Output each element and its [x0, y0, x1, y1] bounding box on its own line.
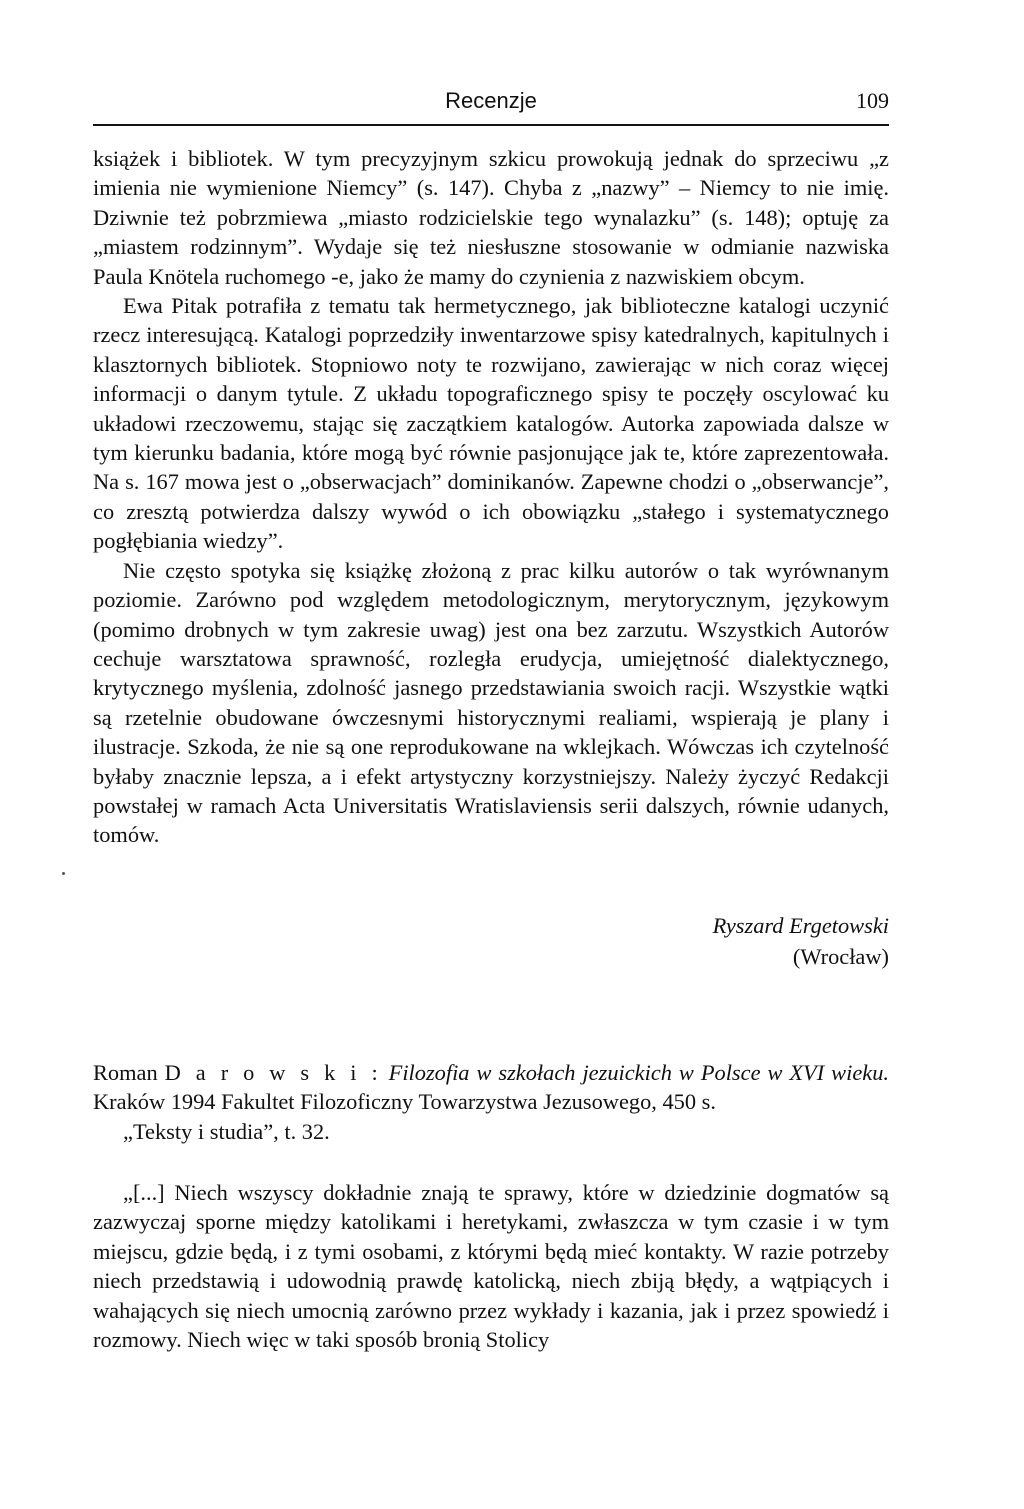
- review-citation: [93, 1058, 889, 1117]
- paragraph-2: Ewa Pitak potrafiła z tematu tak hermetycznego, jak biblioteczne katalogi uczynić rzecz interesującą. Katalogi poprzedziły inwentarzowe spisy katedralnych, kapitulnych i klasztornych bibliotek. Stopniowo noty te rozwijano, zawierając w nich coraz więcej informacji o danym tytule. Z układu topograficznego spisy te poczęły oscylować ku układowi rzeczowemu, stając się zaczątkiem katalogów. Autorka zapowiada dalsze w tym kierunku badania, które mogą być równie pasjonujące jak te, które zaprezentowała. Na s. 167 mowa jest o „obserwacjach” dominikanów. Zapewne chodzi o „obserwancje”, co zresztą potwierdza dalszy wywód o ich obowiązku „stałego i systematycznego pogłębiania wiedzy”.: [93, 293, 889, 554]
- next-review-header: [93, 1058, 889, 1146]
- page-number: 109: [856, 88, 889, 113]
- margin-mark: [62, 872, 65, 875]
- paragraph-1: książek i bibliotek. W tym precyzyjnym szkicu prowokują jednak do sprzeciwu „z imienia nie wymienione Niemcy” (s. 147). Chyba z „nazwy” – Niemcy to nie imię. Dziwnie też pobrzmiewa „miasto rodzicielskie tego wynalazku” (s. 148); optuję za „miastem rodzinnym”. Wydaje się też niesłuszne stosowanie w odmianie nazwiska Paula Knötela ruchomego -e, jako że mamy do czynienia z nazwiskiem obcym.: [93, 146, 889, 289]
- book-series: „Teksty i studia”, t. 32.: [123, 1118, 330, 1144]
- running-header: [93, 86, 889, 126]
- reviewer-place: (Wrocław): [792, 944, 889, 969]
- book-author-last: D a r o w s k i :: [164, 1060, 382, 1085]
- book-title: Filozofia w szkołach jezuickich w Polsce w XVI wieku.: [388, 1060, 889, 1085]
- quote-paragraph: „[...] Niech wszyscy dokładnie znają te sprawy, które w dziedzinie dogmatów są zazwyczaj sporne między katolikami i heretykami, zwłaszcza w tym czasie i w tym miejscu, gdzie będą, i z tymi osobami, z którymi będą mieć kontakty. W razie potrzeby niech przedstawią i udowodnią prawdę katolicką, niech zbiją błędy, a wątpiących i wahających się niech umocnią zarówno przez wykłady i kazania, jak i przez spowiedź i rozmowy. Niech więc w taki sposób bronią Stolicy: [93, 1180, 889, 1353]
- book-author-first: Roman: [93, 1060, 158, 1085]
- reviewer-name: Ryszard Ergetowski: [712, 913, 889, 938]
- header-title: Recenzje: [445, 88, 537, 113]
- paragraph-3: Nie często spotyka się książkę złożoną z prac kilku autorów o tak wyrównanym poziomie. Zarówno pod względem metodologicznym, merytorycznym, językowym (pomimo drobnych w tym zakresie uwag) jest ona bez zarzutu. Wszystkich Autorów cechuje warsztatowa sprawność, rozległa erudycja, umiejętność dialektycznego, krytycznego myślenia, zdolność jasnego przedstawiania swoich racji. Wszystkie wątki są rzetelnie obudowane ówczesnymi historycznymi realiami, wspierają je plany i ilustracje. Szkoda, że nie są one reprodukowane na wklejkach. Wówczas ich czytelność byłaby znacznie lepsza, a i efekt artystyczny korzystniejszy. Należy życzyć Redakcji powstałej w ramach Acta Universitatis Wratislaviensis serii dalszych, równie udanych, tomów.: [93, 557, 889, 848]
- review-signature: [713, 910, 889, 972]
- book-publication: Kraków 1994 Fakultet Filozoficzny Towarzystwa Jezusowego, 450 s.: [93, 1089, 716, 1115]
- review-body: [93, 144, 889, 850]
